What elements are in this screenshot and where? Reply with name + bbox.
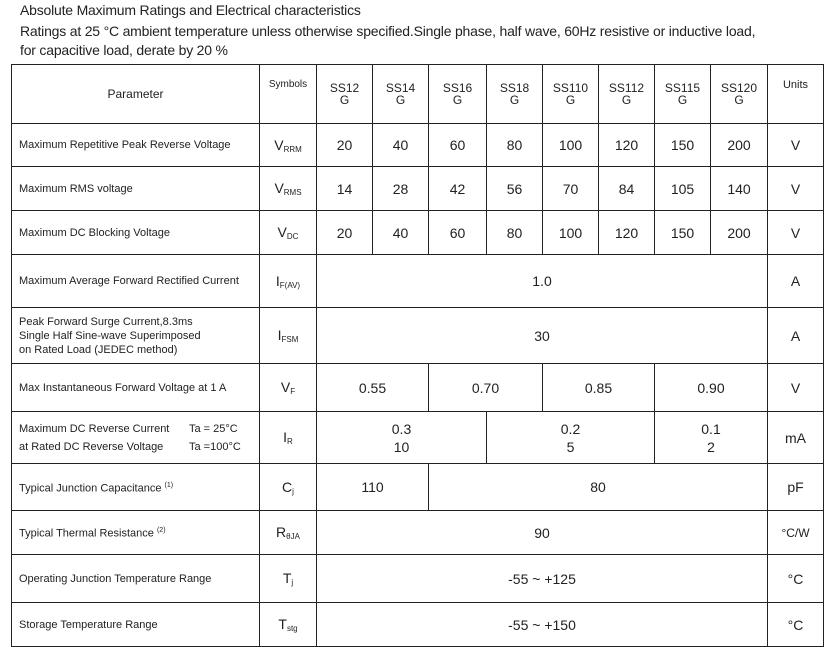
table-cell: 110 (317, 464, 429, 511)
cell-text: FSM (281, 335, 299, 344)
table-cell: V (768, 364, 824, 412)
cell-text: SS115 (664, 81, 701, 95)
table-cell (260, 364, 317, 412)
cell-text: θJA (286, 532, 300, 541)
table-cell: Maximum Repetitive Peak Reverse Voltage (12, 124, 260, 167)
table-cell (12, 412, 260, 464)
cell-text: G (452, 93, 463, 107)
cell-text: V (274, 180, 284, 196)
header-part (543, 65, 599, 124)
header-part (373, 65, 429, 124)
cell-text: for capacitive load, derate by 20 % (20, 42, 228, 58)
table-cell: 56 (487, 167, 543, 211)
table-cell (260, 308, 317, 364)
cell-text: SS18 (499, 81, 530, 95)
cell-text: I (277, 327, 282, 343)
cell-text: stg (286, 624, 298, 633)
table-cell (260, 555, 317, 603)
cell-text: SS112 (608, 81, 645, 95)
table-cell: 42 (429, 167, 487, 211)
table-cell: 90 (317, 511, 768, 555)
table-cell: 20 (317, 211, 373, 255)
table-cell: 140 (711, 167, 768, 211)
table-cell: 80 (487, 124, 543, 167)
table-cell: 120 (599, 124, 655, 167)
table-cell: 200 (711, 211, 768, 255)
table-cell: Max Instantaneous Forward Voltage at 1 A (12, 364, 260, 412)
cell-text: Ta = 25°C (189, 422, 238, 435)
row-vrrm (12, 124, 824, 167)
cell-text: Single Half Sine-wave Superimposed (19, 329, 201, 342)
table-cell: V (768, 167, 824, 211)
ratings-table (11, 64, 824, 647)
cell-text: (2) (156, 527, 166, 535)
cell-text: DC (286, 232, 299, 241)
cell-text: 0.3 (391, 420, 412, 437)
table-cell: Maximum Average Forward Rectified Current (12, 255, 260, 308)
cell-text: G (734, 93, 744, 107)
cell-text: j (292, 486, 294, 496)
ratings-note (20, 22, 755, 60)
table-cell: 20 (317, 124, 373, 167)
table-cell: 60 (429, 211, 487, 255)
cell-text: F (290, 387, 296, 396)
row-vf (12, 364, 824, 412)
table-cell: 0.55 (317, 364, 429, 412)
header-symbols: Symbols (260, 65, 317, 124)
header-part (711, 65, 768, 124)
cell-text: F(AV) (279, 280, 301, 290)
table-cell: 80 (429, 464, 768, 511)
table-cell: 0.90 (655, 364, 768, 412)
cell-text: Maximum DC Reverse Current (19, 422, 170, 435)
cell-text: T (282, 570, 292, 586)
cell-text: 0.2 (560, 420, 581, 437)
cell-text: SS14 (385, 81, 416, 95)
table-cell: 1.0 (317, 255, 768, 308)
row-tstg (12, 603, 824, 647)
row-ifsm (12, 308, 824, 364)
cell-text: SS110 (552, 81, 589, 95)
table-cell (12, 464, 260, 511)
table-cell (260, 464, 317, 511)
cell-text: G (339, 93, 350, 107)
table-cell: mA (768, 412, 824, 464)
table-cell (260, 255, 317, 308)
cell-text: 2 (707, 438, 715, 455)
table-cell (12, 308, 260, 364)
cell-text: Peak Forward Surge Current,8.3ms (19, 315, 193, 328)
table-cell: 150 (655, 211, 711, 255)
cell-text: V (277, 224, 287, 240)
table-cell: 40 (373, 211, 429, 255)
cell-text: on Rated Load (JEDEC method) (19, 343, 178, 356)
section-title: Absolute Maximum Ratings and Electrical characteristics (20, 2, 361, 18)
cell-text: SS16 (442, 81, 473, 95)
cell-text: I (283, 429, 288, 445)
table-cell: A (768, 308, 824, 364)
header-parameter: Parameter (12, 65, 260, 124)
table-cell: Storage Temperature Range (12, 603, 260, 647)
cell-text: 5 (566, 438, 575, 455)
table-cell: 70 (543, 167, 599, 211)
table-cell: °C (768, 555, 824, 603)
cell-text: R (276, 524, 287, 540)
table-cell: Maximum DC Blocking Voltage (12, 211, 260, 255)
cell-text: G (509, 93, 520, 107)
cell-text: C (282, 478, 293, 495)
table-cell (260, 412, 317, 464)
table-cell (260, 603, 317, 647)
header-units: Units (768, 65, 824, 124)
cell-text: I (275, 272, 280, 289)
cell-text: Ta =100°C (189, 440, 241, 453)
table-cell: 40 (373, 124, 429, 167)
cell-text: at Rated DC Reverse Voltage (19, 440, 164, 453)
cell-text: 0.1 (701, 420, 721, 437)
header-part (429, 65, 487, 124)
table-cell: 100 (543, 211, 599, 255)
cell-text: Typical Junction Capacitance (19, 482, 162, 495)
cell-text: V (274, 136, 284, 153)
table-cell: 105 (655, 167, 711, 211)
cell-text: SS12 (329, 81, 360, 95)
table-cell: Maximum RMS voltage (12, 167, 260, 211)
row-cj (12, 464, 824, 511)
table-cell: 120 (599, 211, 655, 255)
table-cell: -55 ~ +125 (317, 555, 768, 603)
table-cell (260, 211, 317, 255)
cell-text: Typical Thermal Resistance (19, 527, 154, 540)
table-cell: 80 (487, 211, 543, 255)
table-cell (12, 511, 260, 555)
cell-text: G (565, 93, 576, 107)
cell-text: SS120 (720, 81, 758, 95)
table-cell: °C/W (768, 511, 824, 555)
row-vdc (12, 211, 824, 255)
table-cell: Operating Junction Temperature Range (12, 555, 260, 603)
table-cell (260, 167, 317, 211)
header-part (655, 65, 711, 124)
table-cell: 30 (317, 308, 768, 364)
table-cell: 0.85 (543, 364, 655, 412)
header-part (599, 65, 655, 124)
table-cell: V (768, 124, 824, 167)
table-cell: pF (768, 464, 824, 511)
table-cell: 28 (373, 167, 429, 211)
row-rth (12, 511, 824, 555)
table-cell: V (768, 211, 824, 255)
table-cell: 0.70 (429, 364, 543, 412)
cell-text: G (677, 93, 688, 107)
table-cell: °C (768, 603, 824, 647)
table-cell: 14 (317, 167, 373, 211)
cell-text: (1) (164, 481, 174, 489)
header-part (487, 65, 543, 124)
table-cell: 200 (711, 124, 768, 167)
cell-text: R (287, 437, 293, 446)
table-cell: 60 (429, 124, 487, 167)
cell-text: RMS (283, 188, 302, 197)
table-cell: -55 ~ +150 (317, 603, 768, 647)
table-cell: 150 (655, 124, 711, 167)
cell-text: G (395, 93, 406, 107)
row-tj (12, 555, 824, 603)
cell-text: G (621, 93, 632, 107)
table-cell: 84 (599, 167, 655, 211)
table-cell (487, 412, 655, 464)
table-cell (655, 412, 768, 464)
table-cell (260, 511, 317, 555)
table-cell (260, 124, 317, 167)
row-ir (12, 412, 824, 464)
table-cell: 100 (543, 124, 599, 167)
cell-text: Ratings at 25 °C ambient temperature unless otherwise specified.Single phase, half wave, 60Hz resistive or inductive load, (20, 23, 756, 39)
cell-text: j (291, 578, 294, 587)
table-cell: A (768, 255, 824, 308)
cell-text: T (278, 616, 287, 632)
cell-text: RRM (283, 144, 302, 154)
row-ifav (12, 255, 824, 308)
cell-text: 10 (393, 438, 410, 455)
cell-text: V (280, 379, 291, 395)
table-cell (317, 412, 487, 464)
row-vrms (12, 167, 824, 211)
header-row (12, 65, 824, 124)
header-part (317, 65, 373, 124)
